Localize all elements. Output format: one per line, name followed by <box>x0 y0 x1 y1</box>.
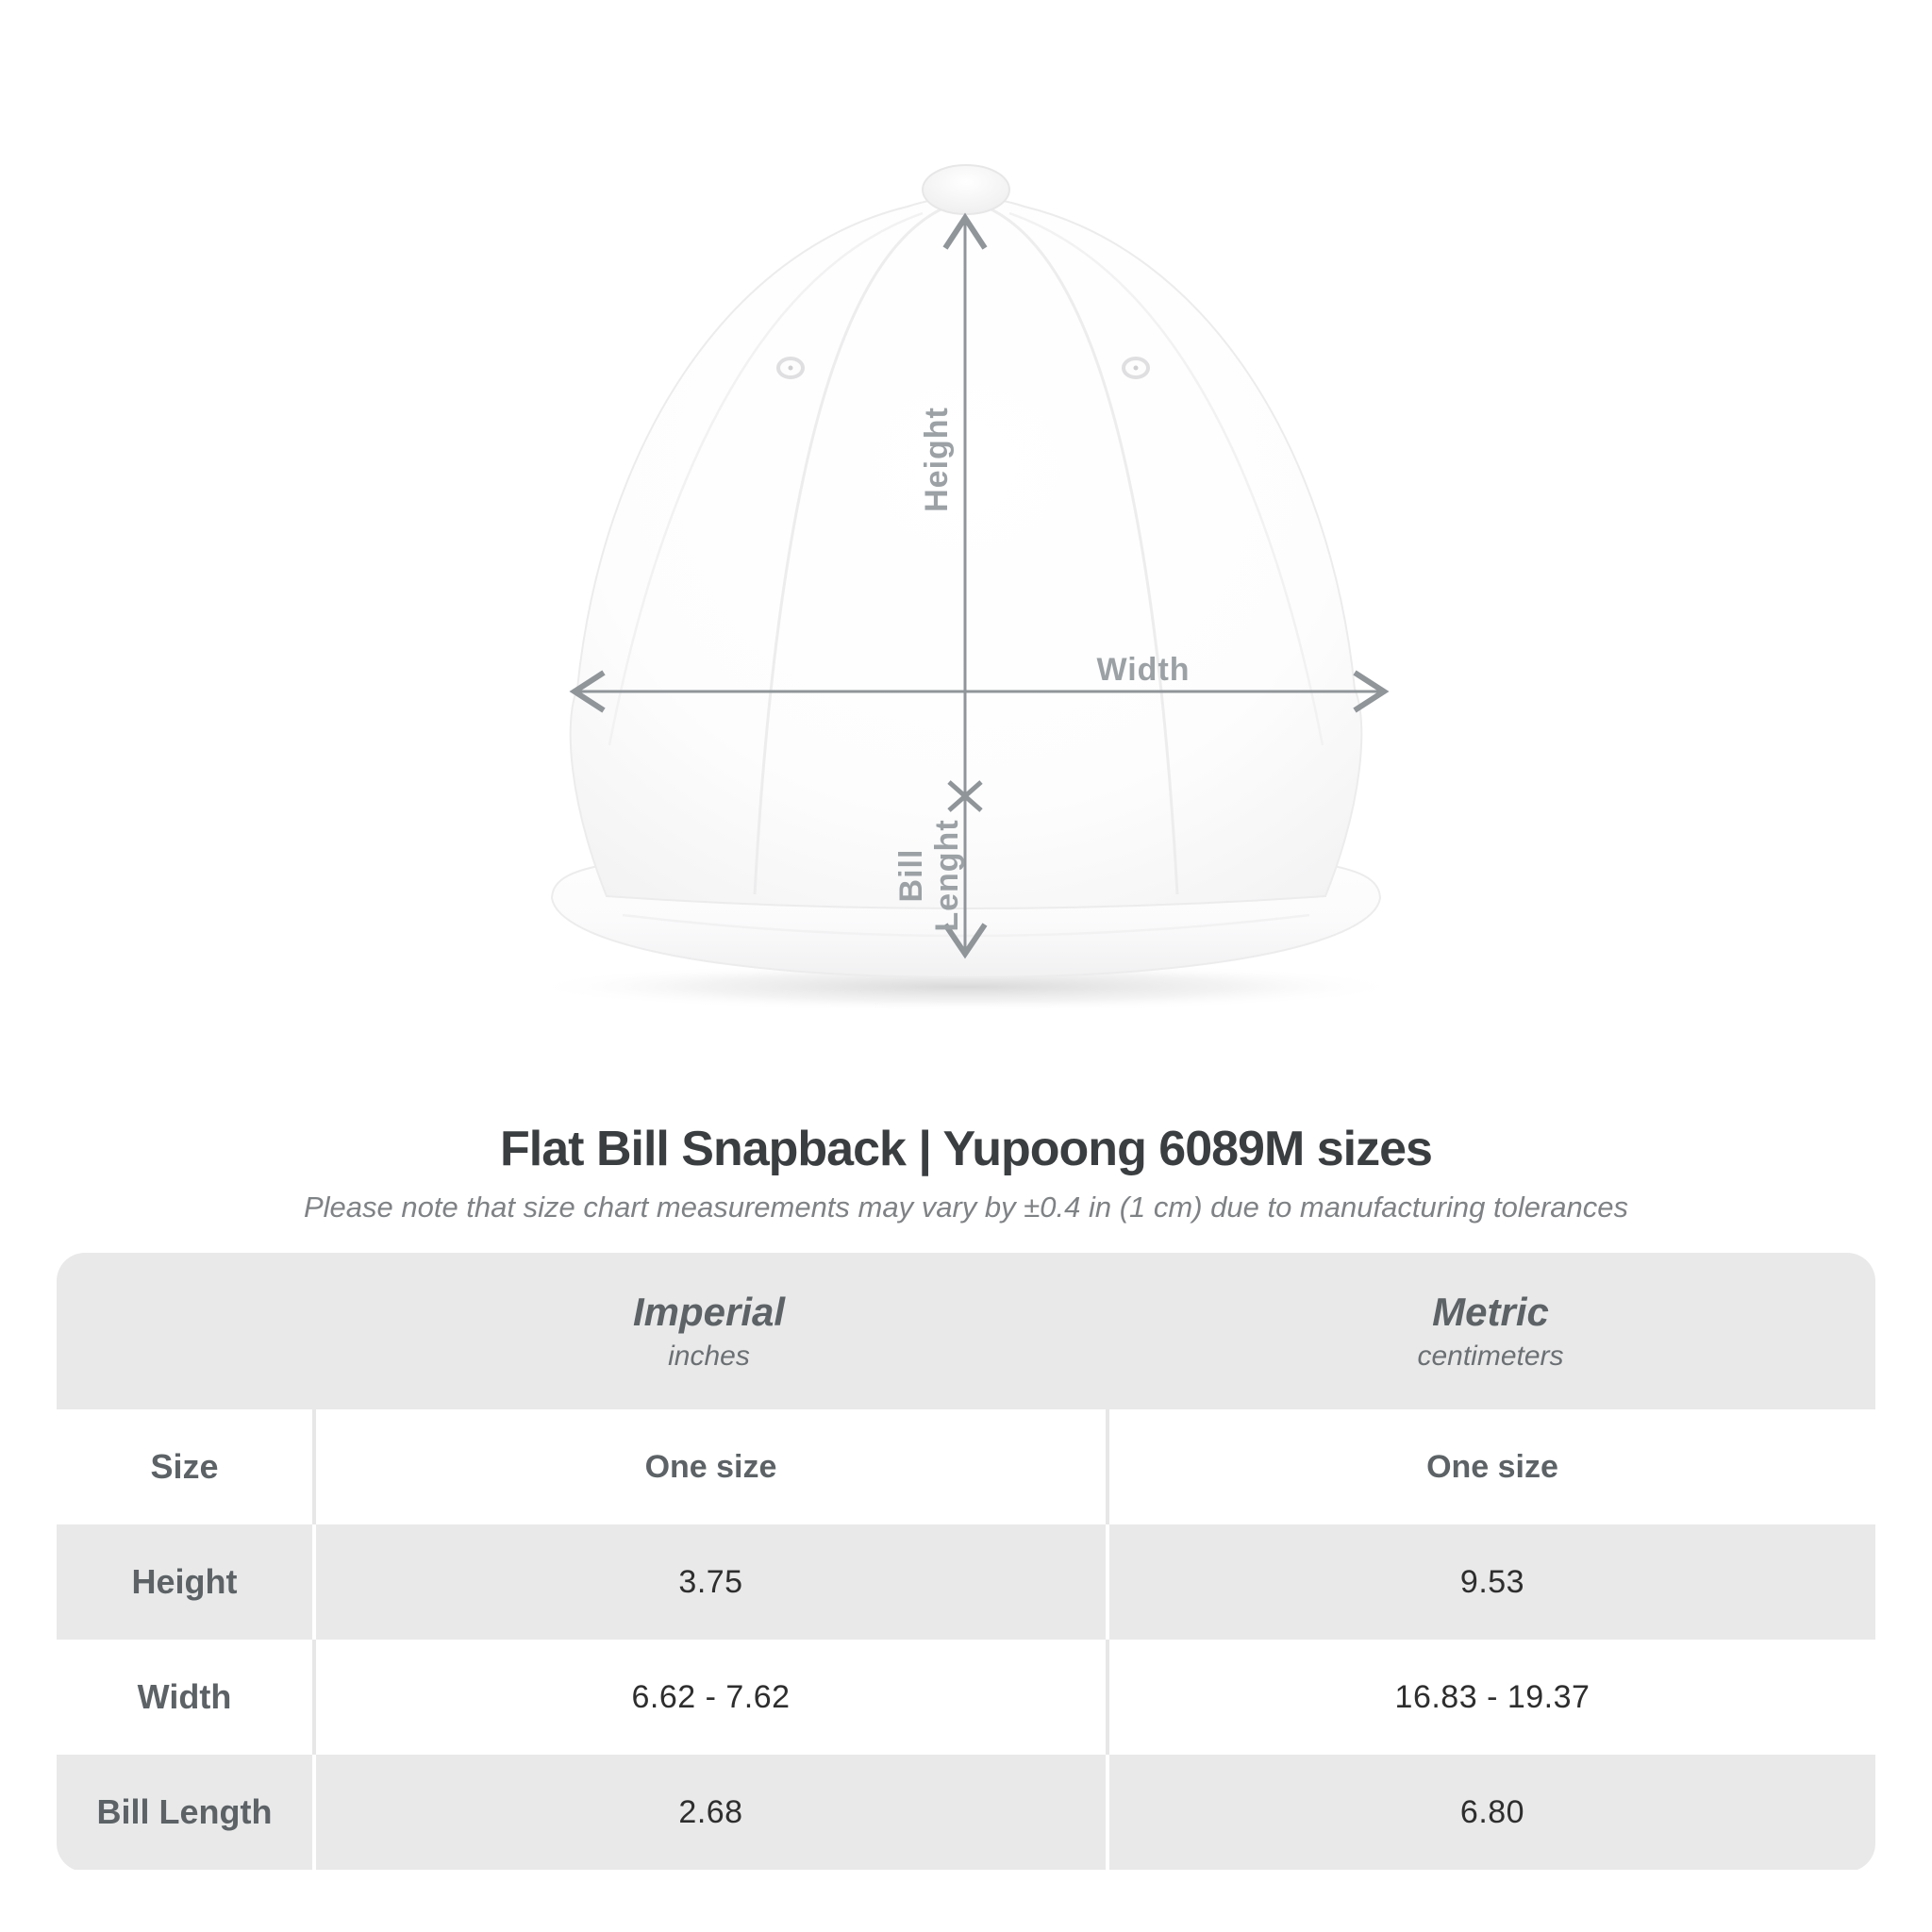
metric-value: 16.83 - 19.37 <box>1394 1678 1591 1715</box>
height-measure-label: Height <box>918 407 955 512</box>
hat-eyelet-left <box>778 358 803 377</box>
bill-length-measure-label <box>893 819 965 931</box>
row-label: Height <box>131 1562 238 1601</box>
imperial-column-label: Imperial <box>632 1290 786 1334</box>
table-row-size <box>57 1409 1875 1524</box>
table-row-bill-length <box>57 1755 1875 1870</box>
table-row-height <box>57 1524 1875 1640</box>
header-metric-cell <box>1106 1253 1875 1409</box>
imperial-value: 3.75 <box>678 1563 743 1600</box>
bill-length-line1: Bill <box>892 848 929 903</box>
header-imperial-cell <box>312 1253 1106 1409</box>
row-label: Size <box>150 1447 219 1486</box>
size-table <box>57 1253 1875 1872</box>
bill-length-line2: Lenght <box>929 819 965 932</box>
metric-value: 9.53 <box>1459 1563 1525 1600</box>
row-label: Bill Length <box>96 1792 273 1831</box>
metric-value: One size <box>1426 1448 1558 1485</box>
imperial-value: One size <box>644 1448 777 1485</box>
page-subtitle: Please note that size chart measurements may vary by ±0.4 in (1 cm) due to manufacturing tolerances <box>303 1191 1629 1224</box>
hat-button <box>923 165 1009 214</box>
width-measure-label: Width <box>1096 651 1191 688</box>
imperial-value: 2.68 <box>678 1793 743 1830</box>
page-title: Flat Bill Snapback | Yupoong 6089M sizes <box>500 1122 1432 1176</box>
row-label: Width <box>137 1677 232 1716</box>
hat-eyelet-right <box>1124 358 1148 377</box>
size-table-header <box>57 1253 1875 1409</box>
heading-block <box>0 1121 1932 1224</box>
metric-value: 6.80 <box>1459 1793 1525 1830</box>
header-spacer-cell <box>57 1253 312 1409</box>
imperial-value: 6.62 - 7.62 <box>631 1678 791 1715</box>
metric-column-sublabel: centimeters <box>1417 1341 1564 1372</box>
imperial-column-sublabel: inches <box>668 1341 750 1372</box>
table-row-width <box>57 1640 1875 1755</box>
metric-column-label: Metric <box>1432 1290 1549 1334</box>
